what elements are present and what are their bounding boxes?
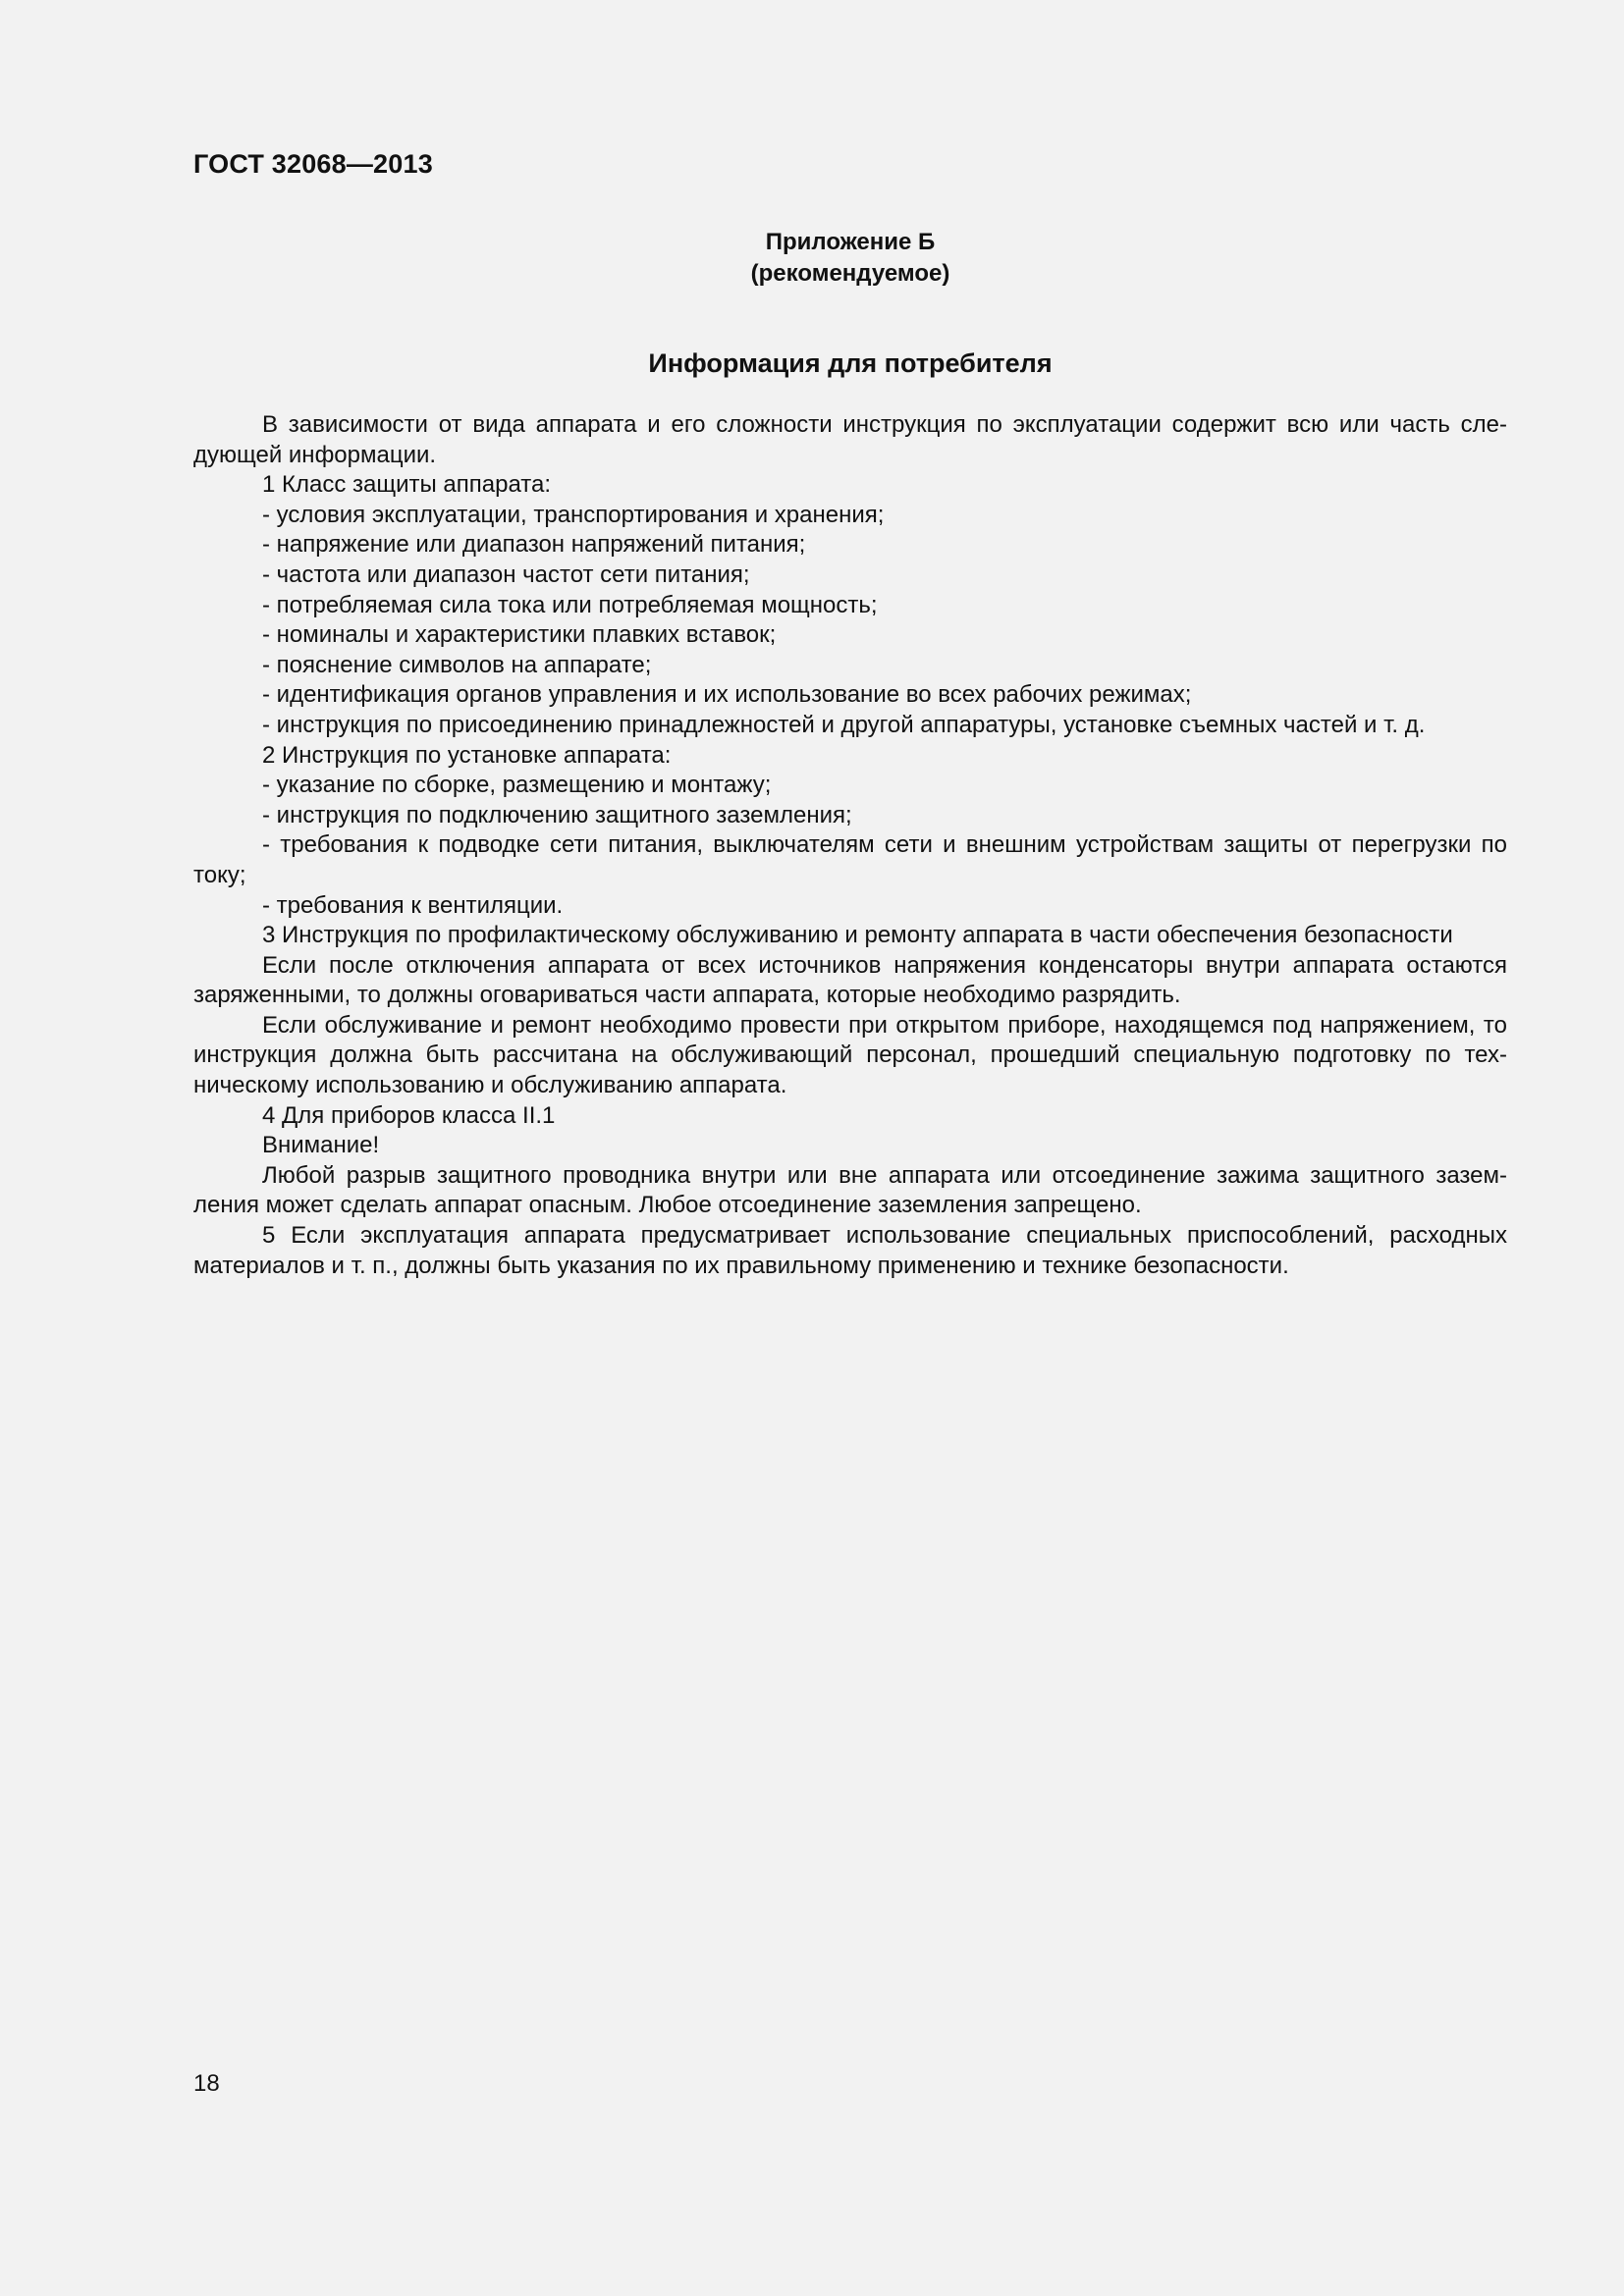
list-item: - напряжение или диапазон напряжений питания; <box>262 531 806 559</box>
annex-heading <box>550 227 1151 290</box>
body-paragraph: Если обслуживание и ремонт необходимо провести при открытом приборе, находящемся под напряжением, то инструкция должна быть рассчитана на обслуживающий персонал, прошедший специальную подготовку по техническому использованию и обслуживанию аппарата. <box>193 1011 1507 1099</box>
body-text <box>193 410 1507 1281</box>
item-heading: 2 Инструкция по установке аппарата: <box>262 741 672 769</box>
annex-status: (рекомендуемое) <box>750 260 950 287</box>
list-item: - номиналы и характеристики плавких вставок; <box>262 621 777 649</box>
item-heading: 4 Для приборов класса II.1 <box>262 1101 556 1129</box>
item-heading: 5 Если эксплуатация аппарата предусматривает использование специальных приспособлений, расходных материалов и т. п., должны быть указания по их правильному применению и технике безопасности. <box>193 1222 1507 1279</box>
page-number: 18 <box>193 2070 220 2097</box>
list-item: - условия эксплуатации, транспортирования и хранения; <box>262 501 885 528</box>
list-item: - указание по сборке, размещению и монтажу; <box>262 772 772 799</box>
body-paragraph: Любой разрыв защитного проводника внутри или вне аппарата или отсоединение зажима защитного заземления может сделать аппарат опасным. Любое отсоединение заземления запрещено. <box>193 1161 1507 1219</box>
item-heading: 1 Класс защиты аппарата: <box>262 471 552 499</box>
list-item: - требования к подводке сети питания, выключателям сети и внешним устройствам защиты от перегрузки по току; <box>193 831 1507 888</box>
list-item: - потребляемая сила тока или потребляемая мощность; <box>262 591 878 618</box>
item-heading: 3 Инструкция по профилактическому обслуживанию и ремонту аппарата в части обеспечения безопасности <box>262 922 1453 949</box>
list-item: - инструкция по присоединению принадлежностей и другой аппаратуры, установке съемных частей и т. д. <box>262 711 1426 738</box>
warning-label: Внимание! <box>262 1132 380 1159</box>
list-item: - инструкция по подключению защитного заземления; <box>262 801 852 828</box>
standard-code-header: ГОСТ 32068—2013 <box>193 149 433 179</box>
section-title: Информация для потребителя <box>648 348 1053 378</box>
intro-paragraph: В зависимости от вида аппарата и его сложности инструкция по эксплуатации содержит всю или часть следующей информации. <box>193 411 1507 468</box>
list-item: - требования к вентиляции. <box>262 891 564 919</box>
body-paragraph: Если после отключения аппарата от всех источников напряжения конденсаторы внутри аппарата остаются заряженными, то должны оговариваться части аппарата, которые необходимо разрядить. <box>193 951 1507 1009</box>
list-item: - идентификация органов управления и их использование во всех рабочих режимах; <box>262 681 1192 709</box>
list-item: - частота или диапазон частот сети питания; <box>262 561 750 588</box>
annex-title: Приложение Б <box>765 229 936 255</box>
list-item: - пояснение символов на аппарате; <box>262 651 652 678</box>
